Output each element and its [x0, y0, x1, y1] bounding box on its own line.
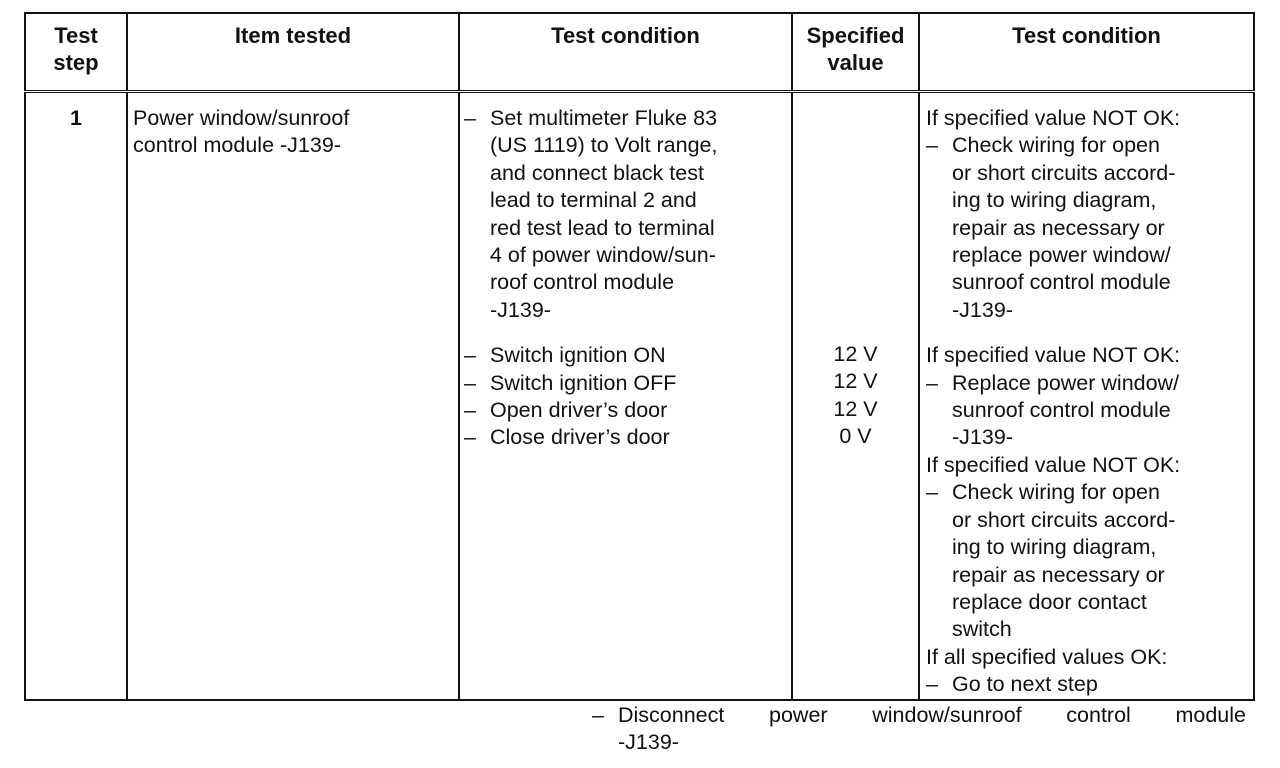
- result-line: Replace power window/: [952, 370, 1180, 395]
- result-line: ing to wiring diagram,: [952, 535, 1157, 560]
- result-action: [926, 479, 1249, 643]
- dash-bullet: –: [464, 425, 476, 450]
- item-tested-line: control module -J139-: [133, 133, 341, 158]
- result-line: repair as necessary or: [952, 215, 1165, 240]
- header-test-condition: [459, 13, 792, 92]
- result-heading: If specified value NOT OK:: [926, 343, 1181, 368]
- condition-line: Set multimeter Fluke 83: [490, 106, 718, 130]
- test-condition-cell: [459, 92, 792, 700]
- footer-instruction-line: [592, 702, 1246, 729]
- step-number-text: 1: [70, 106, 82, 130]
- result-cell: [919, 92, 1254, 700]
- result-line: -J139-: [952, 297, 1013, 322]
- footer-word: Disconnect: [618, 703, 725, 727]
- result-heading: If specified value NOT OK:: [926, 106, 1181, 130]
- condition-line: lead to terminal 2 and: [490, 188, 697, 213]
- condition-line: 4 of power window/sun-: [490, 243, 716, 268]
- header-test-step-line1: Test: [54, 23, 98, 48]
- result-action: [926, 370, 1249, 452]
- result-line: repair as necessary or: [952, 562, 1165, 587]
- specified-value: 12 V: [833, 396, 878, 421]
- dash-bullet: –: [926, 480, 938, 505]
- condition-line: and connect black test: [490, 160, 704, 185]
- condition-item: [464, 397, 785, 424]
- result-line: sunroof control module: [952, 270, 1171, 295]
- item-tested-line: Power window/sunroof: [133, 106, 350, 130]
- result-line: sunroof control module: [952, 398, 1171, 423]
- footer-word: power: [769, 703, 828, 727]
- condition-item-text: Switch ignition ON: [490, 343, 666, 368]
- footer-word: window/sunroof: [872, 703, 1022, 727]
- header-specified-value-line2: value: [827, 50, 884, 75]
- specified-value-cell: [792, 92, 919, 700]
- header-specified-value: [792, 13, 919, 92]
- result-line: or short circuits accord-: [952, 507, 1176, 532]
- dash-bullet: –: [926, 370, 938, 395]
- dash-bullet: –: [926, 133, 938, 158]
- table-row: [25, 92, 1254, 700]
- header-specified-value-line1: Specified: [806, 23, 905, 48]
- specified-value: 12 V: [833, 342, 878, 366]
- dash-bullet: –: [592, 703, 604, 727]
- condition-item-text: Open driver’s door: [490, 398, 668, 423]
- result-line: switch: [952, 617, 1012, 642]
- condition-item: [464, 342, 785, 369]
- dash-bullet: –: [464, 343, 476, 368]
- result-line: replace power window/: [952, 243, 1171, 268]
- result-line: replace door contact: [952, 589, 1147, 614]
- condition-line: -J139-: [490, 297, 551, 322]
- spacer: [797, 105, 914, 341]
- header-row: [25, 13, 1254, 92]
- result-action: [926, 132, 1249, 324]
- result-line: -J139-: [952, 425, 1013, 450]
- condition-item-text: Switch ignition OFF: [490, 370, 677, 395]
- specified-value: 12 V: [833, 369, 878, 394]
- spacer: [926, 324, 1249, 342]
- condition-item: [464, 370, 785, 397]
- dash-bullet: –: [464, 370, 476, 395]
- dash-bullet: –: [464, 398, 476, 423]
- header-result-condition: [919, 13, 1254, 92]
- condition-instruction: [464, 105, 785, 324]
- footer-instruction-line: -J139-: [618, 730, 679, 755]
- footer-word: control: [1066, 703, 1131, 727]
- footer-instruction: [592, 702, 1246, 757]
- condition-item-text: Close driver’s door: [490, 425, 670, 450]
- result-line: Check wiring for open: [952, 480, 1160, 505]
- header-item-tested-text: Item tested: [234, 23, 352, 48]
- result-line: or short circuits accord-: [952, 160, 1176, 185]
- result-heading: If all specified values OK:: [926, 644, 1168, 669]
- item-tested-cell: [127, 92, 459, 700]
- spacer: [464, 324, 785, 342]
- condition-line: roof control module: [490, 270, 675, 295]
- test-table: [24, 12, 1255, 701]
- result-action: [926, 671, 1249, 698]
- condition-line: (US 1119) to Volt range,: [490, 133, 718, 158]
- header-test-step-line2: step: [53, 50, 99, 75]
- header-test-step: [25, 13, 127, 92]
- result-line: Check wiring for open: [952, 133, 1160, 158]
- header-result-condition-text: Test condition: [1012, 23, 1161, 48]
- footer-word: module: [1175, 703, 1246, 727]
- result-line: Go to next step: [952, 672, 1098, 697]
- header-test-condition-text: Test condition: [551, 23, 700, 48]
- header-item-tested: [127, 13, 459, 92]
- condition-line: red test lead to terminal: [490, 215, 715, 240]
- result-line: ing to wiring diagram,: [952, 188, 1157, 213]
- result-heading: If specified value NOT OK:: [926, 452, 1181, 477]
- dash-bullet: –: [464, 106, 476, 130]
- specified-value: 0 V: [839, 424, 872, 449]
- step-number: [25, 92, 127, 700]
- footer-dash-and-word: [592, 702, 724, 729]
- condition-item: [464, 424, 785, 451]
- dash-bullet: –: [926, 672, 938, 697]
